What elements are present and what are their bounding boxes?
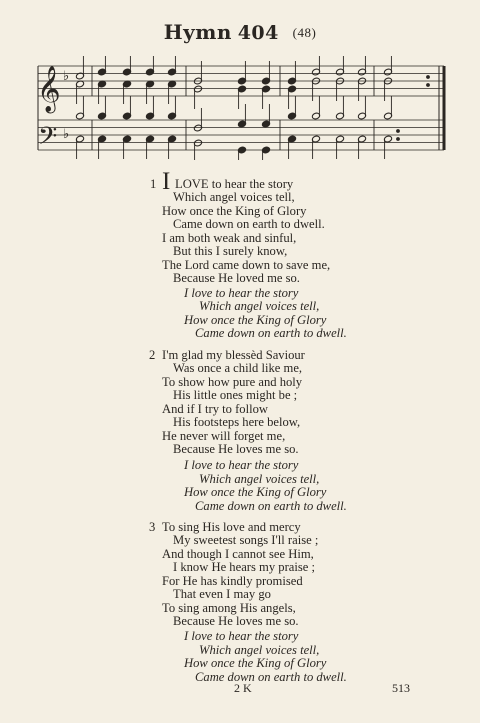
stanza-number: 3 bbox=[149, 520, 156, 534]
refrain-line: Came down on earth to dwell. bbox=[195, 670, 347, 684]
stanza-first-line: LOVE to hear the story bbox=[175, 177, 294, 191]
refrain-line: How once the King of Glory bbox=[184, 485, 327, 499]
refrain-line: Came down on earth to dwell. bbox=[195, 326, 347, 340]
verse-line: He never will forget me, bbox=[162, 429, 286, 443]
verse-line: To show how pure and holy bbox=[162, 375, 303, 389]
stanza-number: 2 bbox=[149, 348, 156, 362]
verse-line: That even I may go bbox=[173, 587, 271, 601]
verse-line: My sweetest songs I'll raise ; bbox=[173, 533, 319, 547]
stanza-first-line: I'm glad my blessèd Saviour bbox=[162, 348, 305, 362]
drop-cap: I bbox=[162, 168, 171, 195]
refrain-line: I love to hear the story bbox=[184, 286, 299, 300]
refrain-line: Came down on earth to dwell. bbox=[195, 499, 347, 513]
hymn-number: 404 bbox=[237, 22, 279, 44]
music-score bbox=[0, 56, 480, 160]
key-signature-flat-bass: ♭ bbox=[63, 127, 70, 142]
hymn-title bbox=[0, 20, 480, 45]
page-number: 513 bbox=[392, 681, 410, 695]
verse-line: Came down on earth to dwell. bbox=[173, 217, 325, 231]
refrain-line: I love to hear the story bbox=[184, 629, 299, 643]
verse-line: Which angel voices tell, bbox=[173, 190, 295, 204]
bass-clef-icon: 𝄢 bbox=[38, 122, 58, 157]
verse-line: His footsteps here below, bbox=[173, 415, 301, 429]
refrain-line: How once the King of Glory bbox=[184, 656, 327, 670]
verse-line: How once the King of Glory bbox=[162, 204, 307, 218]
verse-line: The Lord came down to save me, bbox=[162, 258, 331, 272]
notes bbox=[75, 56, 429, 160]
stanza-number: 1 bbox=[150, 177, 157, 191]
verse-line: Because He loved me so. bbox=[173, 271, 300, 285]
verse-line: And though I cannot see Him, bbox=[162, 547, 314, 561]
verse-line: I am both weak and sinful, bbox=[162, 231, 297, 245]
dot bbox=[397, 138, 400, 141]
verse-line: And if I try to follow bbox=[162, 402, 268, 416]
tune-number: (48) bbox=[292, 25, 317, 40]
hymn-word: Hymn bbox=[163, 20, 232, 44]
verse-line: Because He loves me so. bbox=[173, 442, 299, 456]
verse-line: Was once a child like me, bbox=[173, 361, 303, 375]
refrain-line: How once the King of Glory bbox=[184, 313, 327, 327]
stanza-first-line: To sing His love and mercy bbox=[162, 520, 301, 534]
verse-line: Because He loves me so. bbox=[173, 614, 299, 628]
verse-line: But this I surely know, bbox=[173, 244, 288, 258]
refrain-line: Which angel voices tell, bbox=[199, 299, 320, 313]
verse-line: I know He hears my praise ; bbox=[173, 560, 315, 574]
treble-clef-icon: 𝄞 bbox=[37, 66, 61, 112]
dot bbox=[427, 76, 430, 79]
refrain-line: I love to hear the story bbox=[184, 458, 299, 472]
refrain-line: Which angel voices tell, bbox=[199, 472, 320, 486]
refrain-line: Which angel voices tell, bbox=[199, 643, 320, 657]
verse-line: His little ones might be ; bbox=[173, 388, 298, 402]
dot bbox=[427, 84, 430, 87]
verse-line: To sing among His angels, bbox=[162, 601, 296, 615]
key-signature-flat-treble: ♭ bbox=[63, 69, 70, 84]
signature-mark: 2 K bbox=[234, 681, 252, 695]
dot bbox=[397, 130, 400, 133]
verse-line: For He has kindly promised bbox=[162, 574, 303, 588]
